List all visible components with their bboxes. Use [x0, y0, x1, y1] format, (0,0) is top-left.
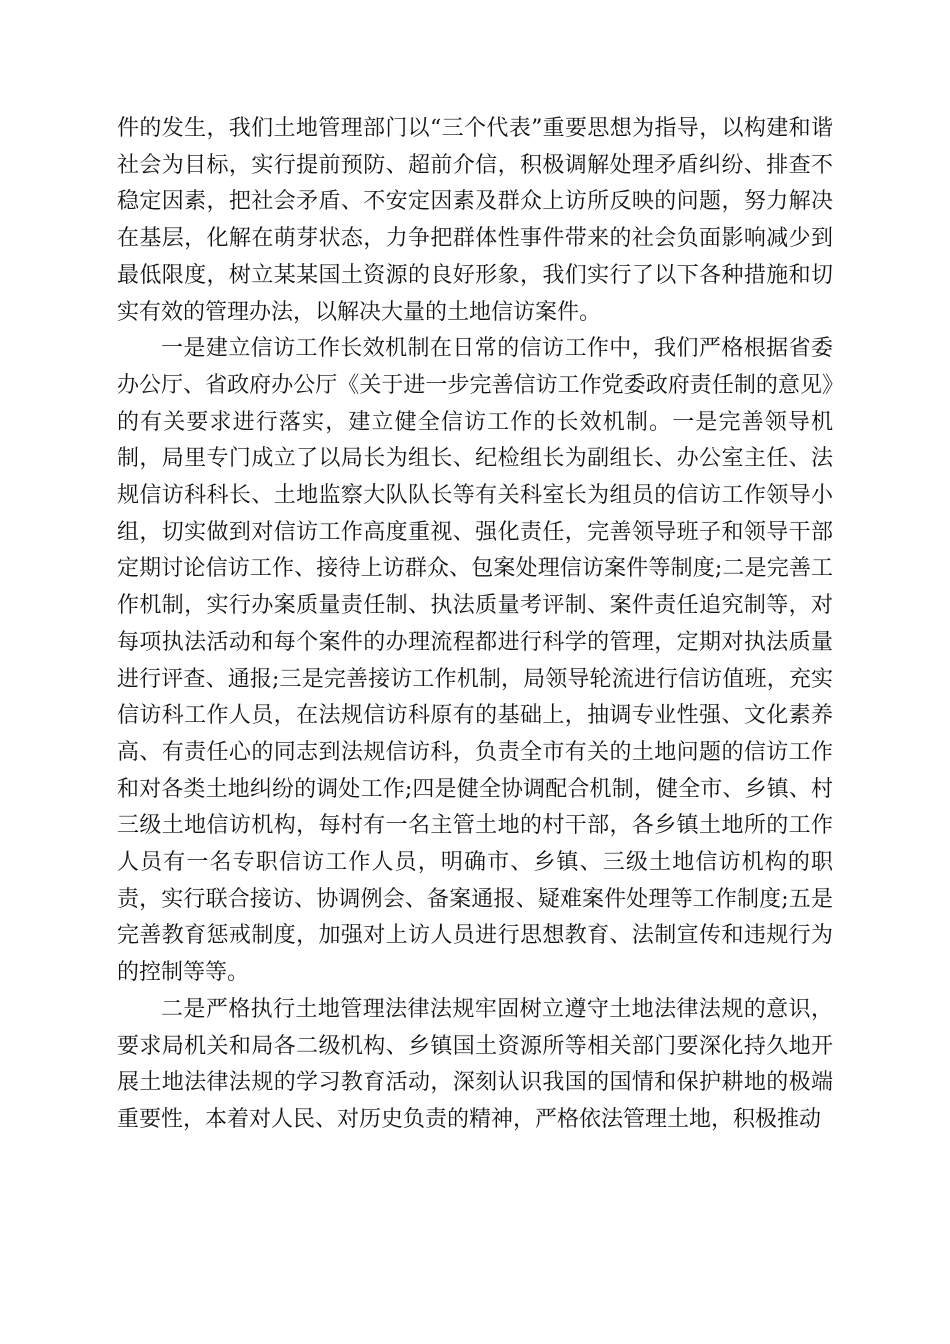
- paragraph-land-law-enforcement: 二是严格执行土地管理法律法规牢固树立遵守土地法律法规的意识，要求局机关和局各二级机构、乡镇国土资源所等相关部门要深化持久地开展土地法律法规的学习教育活动，深刻认识我国的国情和保护耕地的极端重要性，本着对人民、对历史负责的精神，严格依法管理土地，积极推动: [117, 996, 833, 1132]
- document-body: [117, 111, 833, 1139]
- paragraph-petition-mechanism: 一是建立信访工作长效机制在日常的信访工作中，我们严格根据省委办公厅、省政府办公厅《关于进一步完善信访工作党委政府责任制的意见》的有关要求进行落实，建立健全信访工作的长效机制。一是完善领导机制，局里专门成立了以局长为组长、纪检组长为副组长、办公室主任、法规信访科科长、土地监察大队队长等有关科室长为组员的信访工作领导小组，切实做到对信访工作高度重视、强化责任，完善领导班子和领导干部定期讨论信访工作、接待上访群众、包案处理信访案件等制度;二是完善工作机制，实行办案质量责任制、执法质量考评制、案件责任追究制等，对每项执法活动和每个案件的办理流程都进行科学的管理，定期对执法质量进行评查、通报;三是完善接访工作机制，局领导轮流进行信访值班，充实信访科工作人员，在法规信访科原有的基础上，抽调专业性强、文化素养高、有责任心的同志到法规信访科，负责全市有关的土地问题的信访工作和对各类土地纠纷的调处工作;四是健全协调配合机制，健全市、乡镇、村三级土地信访机构，每村有一名主管土地的村干部，各乡镇土地所的工作人员有一名专职信访工作人员，明确市、乡镇、三级土地信访机构的职责，实行联合接访、协调例会、备案通报、疑难案件处理等工作制度;五是完善教育惩戒制度，加强对上访人员进行思想教育、法制宣传和违规行为的控制等等。: [117, 336, 833, 986]
- paragraph-continuation: 件的发生，我们土地管理部门以“三个代表”重要思想为指导，以构建和谐社会为目标，实行提前预防、超前介信，积极调解处理矛盾纠纷、排查不稳定因素，把社会矛盾、不安定因素及群众上访所反映的问题，努力解决在基层，化解在萌芽状态，力争把群体性事件带来的社会负面影响减少到最低限度，树立某某国土资源的良好形象，我们实行了以下各种措施和切实有效的管理办法，以解决大量的土地信访案件。: [117, 116, 833, 325]
